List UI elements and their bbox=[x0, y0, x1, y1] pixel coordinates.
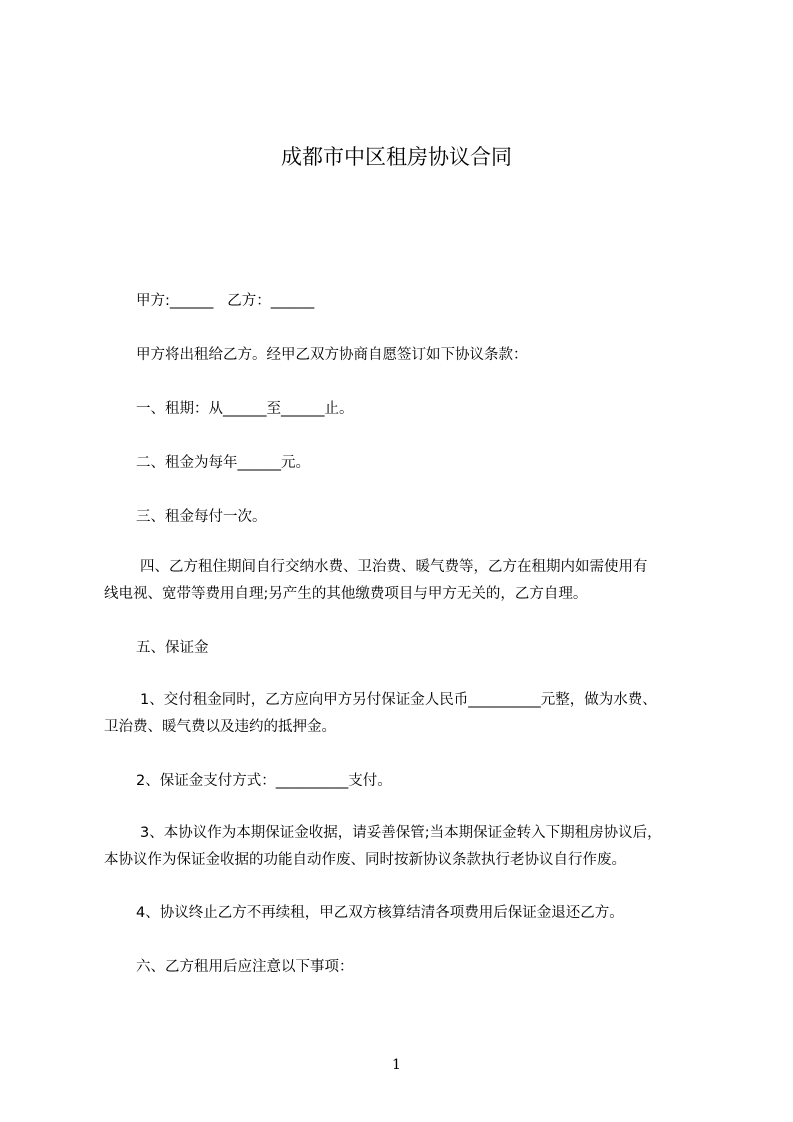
deposit-item-4: 4、协议终止乙方不再续租，甲乙双方核算结清各项费用后保证金退还乙方。 bbox=[136, 905, 624, 921]
intro-paragraph: 甲方将出租给乙方。经甲乙双方协商自愿签订如下协议条款： bbox=[136, 347, 528, 363]
document-title: 成都市中区租房协议合同 bbox=[281, 145, 512, 169]
deposit-item-3-line-1: 3、本协议作为本期保证金收据，请妥善保管;当本期保证金转入下期租房协议后， bbox=[140, 825, 662, 841]
deposit-item-1-line-2: 卫治费、暖气费以及违约的抵押金。 bbox=[104, 719, 336, 735]
clause-5-heading: 五、保证金 bbox=[136, 640, 209, 656]
clause-3-payment: 三、租金每付一次。 bbox=[136, 509, 267, 525]
clause-6-heading: 六、乙方租用后应注意以下事项： bbox=[136, 959, 354, 975]
clause-4-line-1: 四、乙方租住期间自行交纳水费、卫治费、暖气费等，乙方在租期内如需使用有 bbox=[140, 559, 648, 575]
parties-line: 甲方:______ 乙方：______ bbox=[136, 293, 315, 309]
deposit-item-1-line-1: 1、交付租金同时，乙方应向甲方另付保证金人民币__________元整，做为水费、 bbox=[140, 692, 657, 708]
page-number: 1 bbox=[392, 1057, 401, 1073]
deposit-item-2: 2、保证金支付方式：__________支付。 bbox=[136, 773, 392, 789]
clause-4-line-2: 线电视、宽带等费用自理;另产生的其他缴费项目与甲方无关的，乙方自理。 bbox=[104, 586, 588, 602]
clause-2-rent: 二、租金为每年______元。 bbox=[136, 455, 310, 471]
deposit-item-3-line-2: 本协议作为保证金收据的功能自动作废、同时按新协议条款执行老协议自行作废。 bbox=[104, 852, 626, 868]
clause-1-lease-term: 一、租期：从______至______止。 bbox=[136, 401, 354, 417]
